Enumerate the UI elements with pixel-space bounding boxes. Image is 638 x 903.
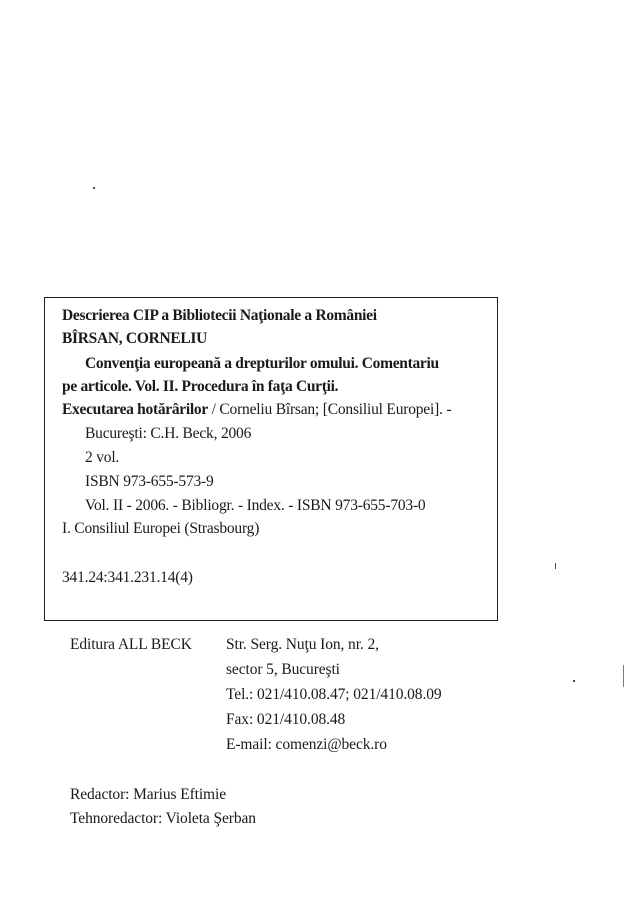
cip-isbn-set: ISBN 973-655-573-9 <box>85 473 214 490</box>
publisher-tel: Tel.: 021/410.08.47; 021/410.08.09 <box>226 686 442 703</box>
cip-title-line-3-rest: / Corneliu Bîrsan; [Consiliul Europei]. - <box>207 401 452 418</box>
credit-editor: Redactor: Marius Eftimie <box>70 786 226 803</box>
cip-classification: 341.24:341.231.14(4) <box>62 569 193 586</box>
scan-speck <box>573 680 575 682</box>
cip-title-line-3 <box>62 401 451 419</box>
publisher-name: Editura ALL BECK <box>70 636 192 653</box>
scan-speck <box>623 665 624 687</box>
publisher-street: Str. Serg. Nuţu Ion, nr. 2, <box>226 636 379 653</box>
cip-title-line-2: pe articole. Vol. II. Procedura în faţa Curţii. <box>62 378 339 395</box>
cip-header: Descrierea CIP a Bibliotecii Naţionale a României <box>62 307 377 324</box>
credit-tech-editor: Tehnoredactor: Violeta Şerban <box>70 810 256 827</box>
cip-title-line-1: Convenţia europeană a drepturilor omului. Comentariu <box>85 355 439 372</box>
cip-author: BÎRSAN, CORNELIU <box>62 330 208 347</box>
scan-speck <box>555 563 556 569</box>
cip-volumes: 2 vol. <box>85 449 120 466</box>
publisher-fax: Fax: 021/410.08.48 <box>226 711 346 728</box>
cip-title-line-3-bold: Executarea hotărârilor <box>62 401 208 418</box>
cip-added-entry: I. Consiliul Europei (Strasbourg) <box>62 520 260 537</box>
publisher-email: E-mail: comenzi@beck.ro <box>226 736 387 753</box>
cip-vol2-note: Vol. II - 2006. - Bibliogr. - Index. - ISBN 973-655-703-0 <box>85 497 426 514</box>
publisher-sector: sector 5, Bucureşti <box>226 661 340 678</box>
scan-speck <box>93 187 95 189</box>
cip-imprint: Bucureşti: C.H. Beck, 2006 <box>85 425 252 442</box>
